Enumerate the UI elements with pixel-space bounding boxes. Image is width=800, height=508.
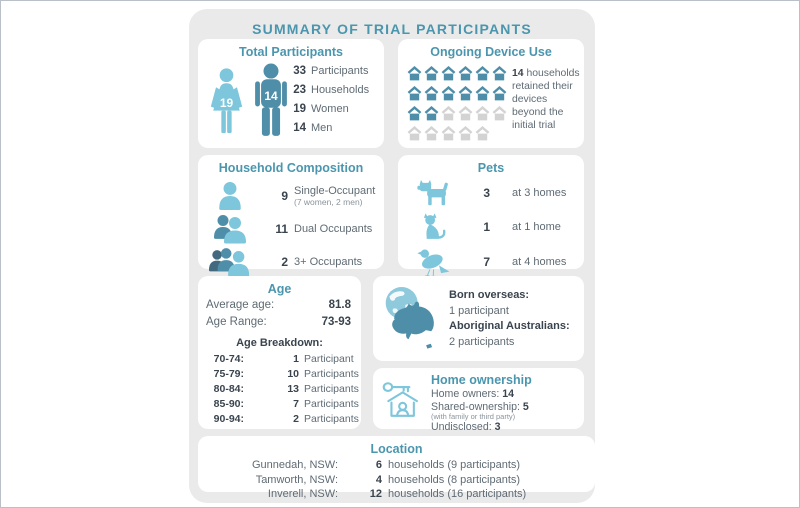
house-icon: [492, 106, 507, 122]
undisclosed-row: [431, 421, 532, 434]
aboriginal-label: Aboriginal Australians:: [449, 320, 570, 332]
age-range-label: Age Range:: [206, 316, 267, 328]
location-row: [198, 473, 595, 488]
house-icon: [407, 106, 422, 122]
pet-value: 3: [483, 186, 490, 200]
location-panel: [198, 436, 595, 500]
device-use-heading: Ongoing Device Use: [430, 45, 552, 59]
home-ownership-heading: Home ownership: [431, 373, 532, 387]
device-use-panel: [398, 39, 584, 148]
stat-value: 14: [293, 122, 306, 134]
house-icon: [458, 86, 473, 102]
average-age-label: Average age:: [206, 299, 275, 311]
age-bracket: 75-79:: [213, 368, 244, 380]
location-row: [198, 487, 595, 502]
stat-label: Men: [311, 122, 333, 134]
age-count-label: Participants: [304, 383, 359, 395]
total-participants-heading: Total Participants: [239, 45, 343, 59]
location-place: Gunnedah, NSW:: [251, 459, 338, 471]
house-icon: [407, 66, 422, 82]
house-icon: [441, 86, 456, 102]
age-count-label: Participants: [304, 398, 359, 410]
average-age-value: 81.8: [328, 299, 351, 311]
house-icon: [458, 126, 473, 142]
pet-label: at 4 homes: [512, 256, 567, 268]
age-breakdown-row: [198, 382, 361, 397]
born-overseas-label: Born overseas:: [449, 289, 530, 301]
total-participants-panel: [198, 39, 384, 148]
person-dual-icon: [213, 214, 247, 244]
cat-icon: [419, 213, 449, 241]
house-icon: [407, 126, 422, 142]
age-count: 2: [293, 413, 299, 425]
location-value: 6: [375, 459, 382, 471]
house-icon: [424, 66, 439, 82]
household-composition-panel: [198, 155, 384, 269]
device-use-text: [512, 67, 582, 132]
home-owners-row: [431, 388, 532, 401]
age-count: 7: [293, 398, 299, 410]
page-title: SUMMARY OF TRIAL PARTICIPANTS: [252, 21, 532, 37]
man-count: 14: [264, 89, 278, 103]
key-house-icon: [382, 379, 424, 424]
age-count-label: Participant: [304, 353, 354, 365]
participant-figures: [208, 62, 290, 149]
undisclosed-value: 3: [494, 421, 501, 433]
age-range-value: 73-93: [321, 316, 351, 328]
location-place: Tamworth, NSW:: [255, 473, 338, 486]
age-breakdown-heading: Age Breakdown:: [236, 337, 323, 349]
household-row: [202, 179, 380, 213]
household-label: 3+ Occupants: [294, 256, 363, 268]
location-value: 4: [375, 473, 382, 486]
pets-heading: Pets: [477, 161, 505, 175]
house-icon: [424, 126, 439, 142]
globe-australia-icon: [381, 285, 443, 356]
pet-row: [408, 247, 578, 277]
age-breakdown-row: [198, 397, 361, 412]
summary-board: [189, 9, 595, 503]
origin-panel: [373, 276, 584, 361]
age-breakdown-row: [198, 352, 361, 367]
age-count-label: Participants: [304, 413, 359, 425]
age-heading: Age: [267, 282, 292, 296]
home-owners-value: 14: [502, 388, 515, 400]
location-place: Inverell, NSW:: [267, 488, 338, 500]
device-use-description: households retained their devices beyond the initial trial: [512, 68, 580, 131]
dog-icon: [413, 180, 455, 206]
house-icon: [441, 126, 456, 142]
home-owners-label: Home owners:: [431, 388, 500, 400]
house-icon: [492, 86, 507, 102]
pets-panel: [398, 155, 584, 269]
undisclosed-label: Undisclosed:: [431, 421, 492, 433]
household-note: (7 women, 2 men): [294, 197, 363, 207]
aboriginal-value: 2 participants: [449, 335, 515, 348]
age-panel: [198, 276, 361, 429]
age-count: 10: [287, 368, 299, 380]
age-count: 13: [287, 383, 299, 395]
house-icon: [441, 106, 456, 122]
household-row: [202, 213, 380, 245]
stat-value: 23: [293, 84, 306, 96]
house-icon: [407, 86, 422, 102]
house-icon: [458, 106, 473, 122]
household-label: Single-Occupant: [294, 185, 376, 197]
location-label: households (9 participants): [388, 459, 521, 471]
house-icon: [492, 66, 507, 82]
origin-text: [449, 288, 570, 350]
household-value: 11: [275, 222, 288, 236]
house-icon: [458, 66, 473, 82]
stat-value: 33: [293, 65, 306, 77]
age-breakdown-row: [198, 367, 361, 382]
house-icon: [475, 106, 490, 122]
pet-value: 1: [483, 220, 490, 234]
pet-value: 7: [483, 255, 490, 269]
household-label: Dual Occupants: [294, 223, 373, 235]
average-age-row: [198, 296, 361, 313]
pet-row: [408, 213, 578, 241]
person-triple-icon: [208, 247, 252, 278]
age-bracket: 70-74:: [213, 353, 244, 365]
stat-label: Women: [311, 103, 349, 115]
household-value: 9: [281, 189, 288, 203]
device-use-value: 14: [512, 68, 524, 79]
home-ownership-panel: [373, 368, 584, 433]
location-label: households (8 participants): [388, 473, 521, 486]
age-bracket: 90-94:: [213, 413, 244, 425]
bird-icon: [417, 247, 451, 277]
pet-label: at 1 home: [512, 221, 561, 233]
stat-label: Households: [311, 84, 370, 96]
house-icon: [475, 86, 490, 102]
device-houses-grid: [407, 66, 511, 142]
age-count: 1: [293, 353, 299, 365]
woman-count: 19: [219, 96, 234, 110]
house-icon: [475, 126, 490, 142]
age-range-row: [198, 313, 361, 330]
woman-icon: [208, 66, 245, 149]
house-icon: [424, 86, 439, 102]
pet-label: at 3 homes: [512, 187, 567, 199]
household-row: [202, 245, 380, 279]
participant-stats: [286, 65, 369, 134]
age-bracket: 80-84:: [213, 383, 244, 395]
stat-label: Participants: [311, 65, 369, 77]
house-icon: [441, 66, 456, 82]
pet-row: [408, 179, 578, 207]
household-composition-heading: Household Composition: [218, 161, 364, 175]
born-overseas-value: 1 participant: [449, 304, 509, 317]
house-icon: [475, 66, 490, 82]
age-breakdown-row: [198, 412, 361, 427]
stat-value: 19: [293, 103, 306, 115]
age-count-label: Participants: [304, 368, 359, 380]
shared-ownership-label: Shared-ownership:: [431, 400, 520, 413]
age-bracket: 85-90:: [213, 398, 244, 410]
location-heading: Location: [370, 442, 423, 456]
location-row: [198, 458, 595, 473]
location-value: 12: [369, 488, 382, 500]
household-value: 2: [281, 255, 288, 269]
shared-ownership-value: 5: [522, 400, 529, 413]
person-single-icon: [217, 182, 243, 210]
man-icon: [252, 62, 290, 149]
location-label: households (16 participants): [388, 488, 527, 500]
house-icon: [424, 106, 439, 122]
shared-ownership-note: (with family or third party): [431, 412, 516, 421]
